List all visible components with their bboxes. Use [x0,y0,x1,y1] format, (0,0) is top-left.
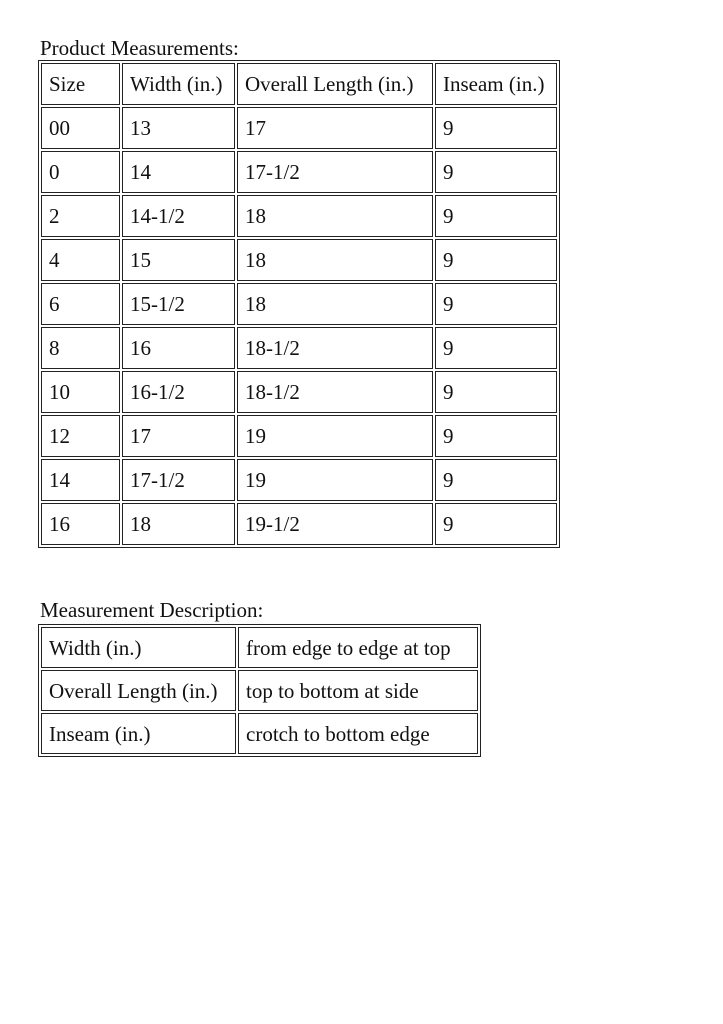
width-cell: 13 [122,107,235,149]
table-row [41,627,478,668]
size-cell: 2 [41,195,120,237]
width-cell: 16-1/2 [122,371,235,413]
overall-length-cell: 19 [237,459,433,501]
table-row [41,239,557,281]
size-cell: 00 [41,107,120,149]
table-row [41,713,478,754]
size-cell: 10 [41,371,120,413]
width-cell: 17 [122,415,235,457]
size-cell: 4 [41,239,120,281]
measurement-definition: top to bottom at side [238,670,478,711]
table-row [41,283,557,325]
table-row [41,670,478,711]
width-cell: 15 [122,239,235,281]
inseam-cell: 9 [435,459,557,501]
width-cell: 14 [122,151,235,193]
width-cell: 18 [122,503,235,545]
measurement-term: Inseam (in.) [41,713,236,754]
overall-length-cell: 17-1/2 [237,151,433,193]
table-row [41,503,557,545]
size-cell: 6 [41,283,120,325]
overall-length-cell: 18-1/2 [237,327,433,369]
inseam-cell: 9 [435,151,557,193]
measurement-definition: from edge to edge at top [238,627,478,668]
inseam-cell: 9 [435,283,557,325]
table-row [41,459,557,501]
inseam-cell: 9 [435,371,557,413]
header-inseam: Inseam (in.) [435,63,557,105]
measurement-term: Overall Length (in.) [41,670,236,711]
width-cell: 14-1/2 [122,195,235,237]
overall-length-cell: 18 [237,195,433,237]
product-measurements-table [38,60,560,548]
inseam-cell: 9 [435,503,557,545]
size-cell: 16 [41,503,120,545]
measurement-term: Width (in.) [41,627,236,668]
width-cell: 17-1/2 [122,459,235,501]
width-cell: 16 [122,327,235,369]
table-header-row [41,63,557,105]
size-cell: 12 [41,415,120,457]
measurement-definition: crotch to bottom edge [238,713,478,754]
inseam-cell: 9 [435,239,557,281]
size-cell: 14 [41,459,120,501]
table-row [41,151,557,193]
inseam-cell: 9 [435,195,557,237]
table-row [41,415,557,457]
measurement-description-table [38,624,481,757]
inseam-cell: 9 [435,107,557,149]
product-measurements-caption: Product Measurements: [40,36,239,60]
size-cell: 8 [41,327,120,369]
inseam-cell: 9 [435,415,557,457]
header-overall-length: Overall Length (in.) [237,63,433,105]
overall-length-cell: 18 [237,283,433,325]
table-row [41,195,557,237]
table-row [41,327,557,369]
table-row [41,371,557,413]
size-cell: 0 [41,151,120,193]
overall-length-cell: 17 [237,107,433,149]
header-size: Size [41,63,120,105]
overall-length-cell: 19-1/2 [237,503,433,545]
overall-length-cell: 18-1/2 [237,371,433,413]
overall-length-cell: 18 [237,239,433,281]
header-width: Width (in.) [122,63,235,105]
measurement-description-caption: Measurement Description: [40,598,264,622]
inseam-cell: 9 [435,327,557,369]
table-row [41,107,557,149]
overall-length-cell: 19 [237,415,433,457]
width-cell: 15-1/2 [122,283,235,325]
